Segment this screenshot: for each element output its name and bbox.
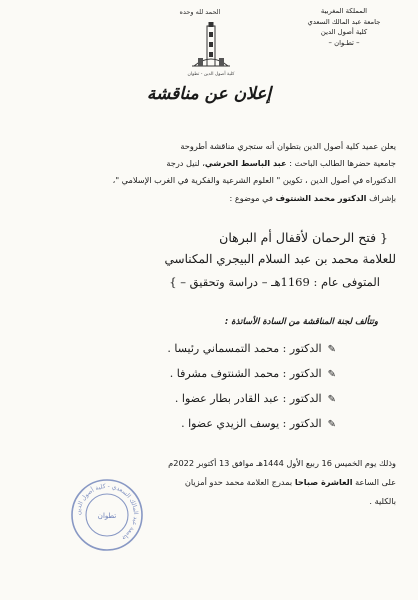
- institution-header: [284, 6, 404, 48]
- student-name: عبد الباسط الحرشي: [204, 158, 287, 168]
- body-line-3: الدكتوراه في أصول الدين ، تكوين " العلوم الشرعية والفكرية في الغرب الإسلامي "،: [112, 175, 396, 185]
- logo-caption: كلية أصول الدين - تطوان: [187, 72, 235, 77]
- stamp-ring-text: جامعة عبد المالك السعدي - كلية أصول الدين: [74, 482, 140, 542]
- closing-line-2-post: بمدرج العلامة محمد حدو أمزيان: [184, 477, 295, 487]
- committee-member: [36, 417, 336, 430]
- thesis-year-line: المتوفى عام : 1169هـ – دراسة وتحقيق – }: [169, 275, 380, 289]
- committee-intro: وتتألف لجنة المناقشة من السادة الأساتذة :: [224, 317, 378, 327]
- member-text: الدكتور : محمد التمسماني رئيسا .: [167, 342, 322, 355]
- body-line-2: [24, 158, 396, 168]
- closing-line-3: بالكلية .: [369, 496, 396, 506]
- committee-member: [36, 367, 336, 380]
- university-label: جامعة عبد المالك السعدي: [307, 17, 381, 26]
- body-line-2-pre: جامعية حضرها الطالب الباحث :: [286, 158, 396, 168]
- faculty-label: كلية أصول الدين: [320, 28, 368, 36]
- thesis-author-line: للعلامة محمد بن عبد السلام البيجري المكناسي: [164, 252, 396, 266]
- pen-icon: ✎: [327, 419, 336, 430]
- committee-member: [36, 392, 336, 405]
- stamp-center-text: تطوان: [97, 512, 117, 520]
- city-label: – تطـوان –: [328, 38, 360, 47]
- kingdom-label: المملكة المغربية: [320, 7, 368, 15]
- member-text: الدكتور : عبد القادر بطار عضوا .: [174, 392, 322, 405]
- announcement-title: إعلان عن مناقشة: [146, 84, 272, 104]
- body-line-4: [24, 193, 396, 203]
- body-line-4-pre: بإشراف: [366, 193, 396, 203]
- body-line-1: يعلن عميد كلية أصول الدين بتطوان أنه ستجري مناقشة أطروحة: [180, 141, 396, 151]
- defense-time: العاشرة صباحا: [294, 477, 353, 487]
- official-stamp: [70, 478, 144, 552]
- pen-icon: ✎: [327, 369, 336, 380]
- basmala-text: الحمد لله وحده: [179, 8, 221, 16]
- committee-member: [36, 342, 336, 355]
- member-text: الدكتور : محمد الشنتوف مشرفا .: [169, 367, 322, 380]
- supervisor-name: الدكتور محمد الشنتوف: [275, 193, 367, 203]
- pen-icon: ✎: [327, 344, 336, 355]
- body-line-4-post: في موضوع :: [229, 193, 276, 203]
- pen-icon: ✎: [327, 394, 336, 405]
- thesis-title: { فتح الرحمان لأقفال أم البرهان: [219, 230, 388, 245]
- body-line-2-post: ، لنيل درجة: [166, 158, 205, 168]
- member-text: الدكتور : يوسف الزيدي عضوا .: [181, 417, 322, 430]
- closing-line-2-pre: على الساعة: [352, 477, 396, 487]
- closing-line-1: وذلك يوم الخميس 16 ربيع الأول 1444هـ موافق 13 أكتوبر 2022م: [168, 458, 396, 468]
